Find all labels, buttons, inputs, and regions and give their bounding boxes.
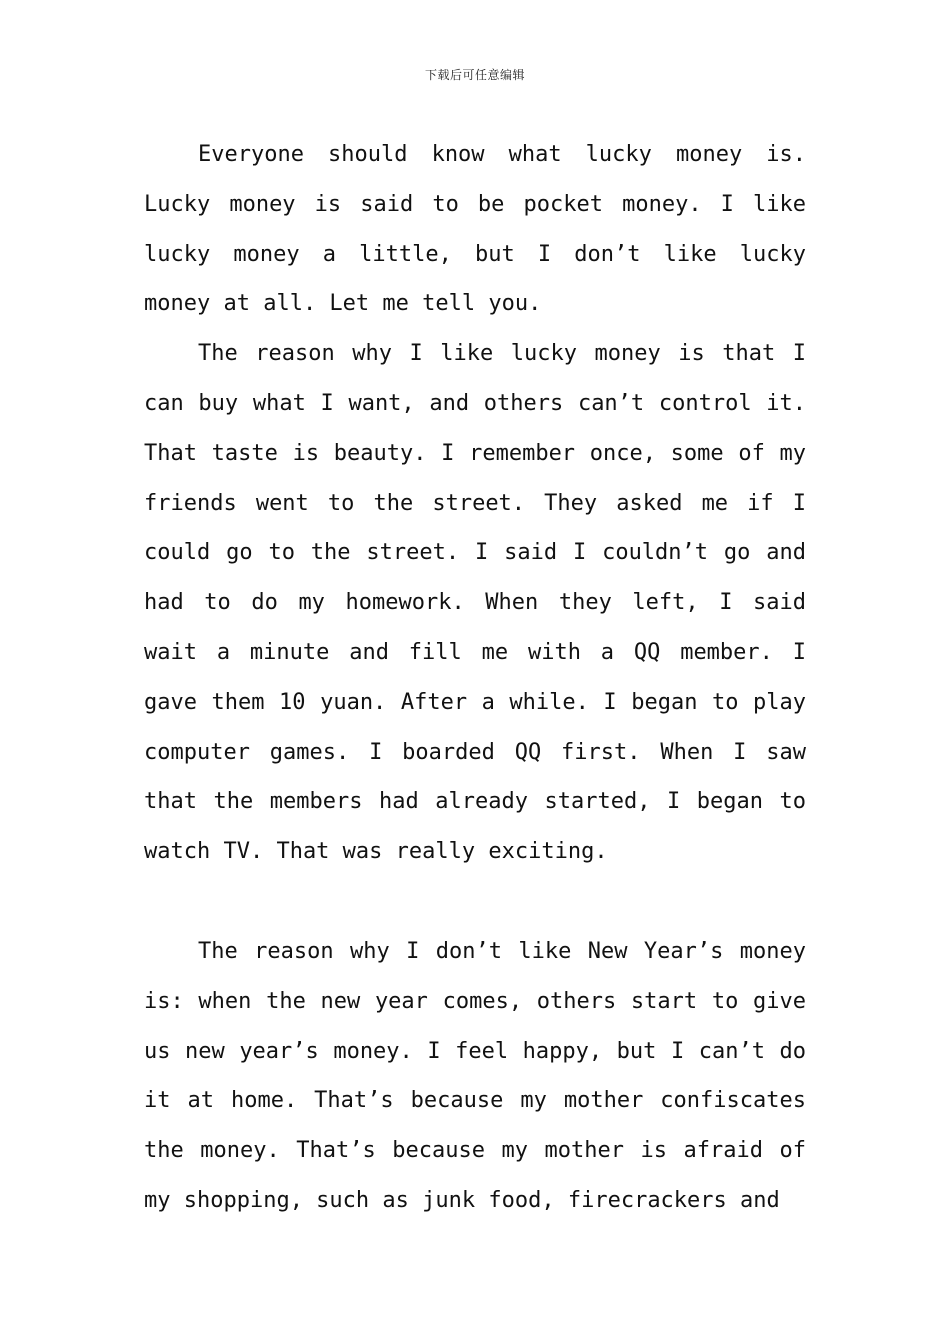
document-body [144,130,806,1226]
paragraph-intro: Everyone should know what lucky money is. Lucky money is said to be pocket money. I like lucky money a little, but I don’t like lucky money at all. Let me tell you. [144,142,806,317]
paragraph-dislike-reason: The reason why I don’t like New Year’s money is: when the new year comes, others start to give us new year’s money. I feel happy, but I can’t do it at home. That’s because my mother confiscates the money. That’s because my mother is afraid of my shopping, such as junk food, firecrackers and [144,938,806,1213]
paragraph-spacer [144,877,806,927]
page-header-note: 下载后可任意编辑 [424,68,525,82]
paragraph-like-reason: The reason why I like lucky money is that I can buy what I want, and others can’t control it. That taste is beauty. I remember once, some of my friends went to the street. They asked me if I could go to the street. I said I couldn’t go and had to do my homework. When they left, I said wait a minute and fill me with a QQ member. I gave them 10 yuan. After a while. I began to play computer games. I boarded QQ first. When I saw that the members had already started, I began to watch TV. That was really exciting. [144,341,806,865]
